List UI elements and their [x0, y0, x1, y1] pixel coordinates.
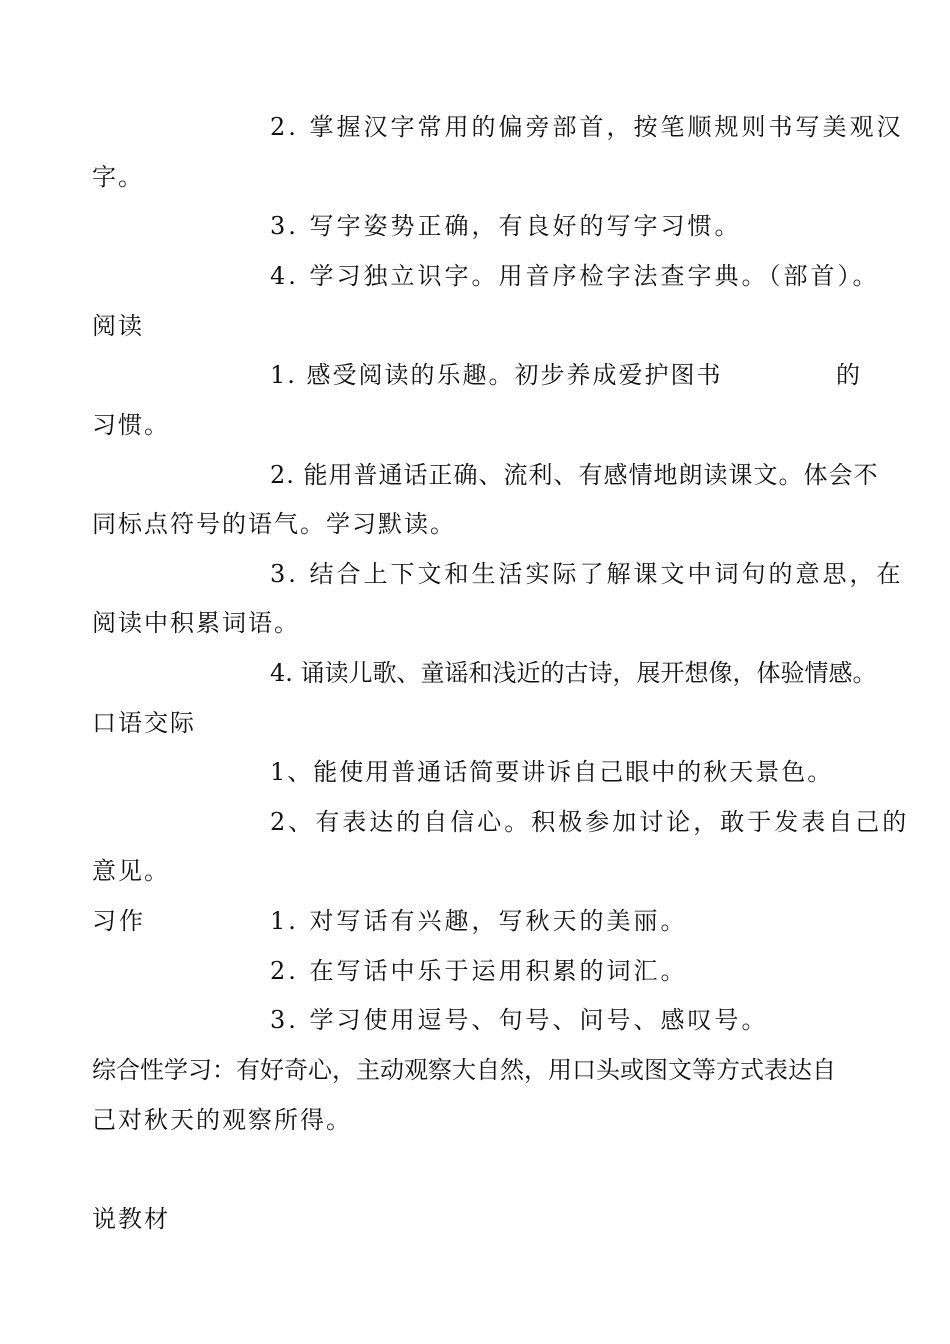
reading-item-1-line-2: 习惯。 — [92, 411, 170, 439]
reading-item-1-line-1-end: 的 — [836, 361, 862, 389]
writing-item-2-line-2: 字。 — [92, 163, 144, 191]
reading-item-2-line-2: 同标点符号的语气。学习默读。 — [92, 510, 456, 538]
reading-item-3-line-1: 3. 结合上下文和生活实际了解课文中词句的意思，在 — [270, 560, 904, 588]
oral-item-2-line-1: 2、有表达的自信心。积极参加讨论，敢于发表自己的 — [270, 808, 910, 836]
writing-item-4: 4. 学习独立识字。用音序检字法查字典。（部首）。 — [270, 262, 880, 290]
composition-item-3: 3. 学习使用逗号、句号、问号、感叹号。 — [270, 1006, 769, 1034]
comprehensive-line-1: 综合性学习：有好奇心，主动观察大自然，用口头或图文等方式表达自 — [92, 1056, 836, 1084]
writing-item-2-line-1: 2. 掌握汉字常用的偏旁部首，按笔顺规则书写美观汉 — [270, 113, 904, 141]
composition-item-1: 1. 对写话有兴趣，写秋天的美丽。 — [270, 907, 688, 935]
reading-item-4: 4. 诵读儿歌、童谣和浅近的古诗，展开想像，体验情感。 — [270, 659, 877, 687]
reading-item-2-line-1: 2. 能用普通话正确、流利、有感情地朗读课文。体会不 — [270, 461, 879, 489]
oral-heading: 口语交际 — [92, 709, 196, 737]
section-heading-textbook: 说教材 — [92, 1205, 170, 1233]
reading-heading: 阅读 — [92, 312, 144, 340]
reading-item-1-line-1: 1. 感受阅读的乐趣。初步养成爱护图书 — [270, 361, 723, 389]
composition-item-2: 2. 在写话中乐于运用积累的词汇。 — [270, 957, 688, 985]
comprehensive-line-2: 己对秋天的观察所得。 — [92, 1106, 352, 1134]
composition-heading: 习作 — [92, 907, 146, 935]
oral-item-2-line-2: 意见。 — [92, 857, 170, 885]
writing-item-3: 3. 写字姿势正确，有良好的写字习惯。 — [270, 212, 742, 240]
reading-item-3-line-2: 阅读中积累词语。 — [92, 609, 300, 637]
oral-item-1: 1、能使用普通话简要讲诉自己眼中的秋天景色。 — [270, 758, 834, 786]
